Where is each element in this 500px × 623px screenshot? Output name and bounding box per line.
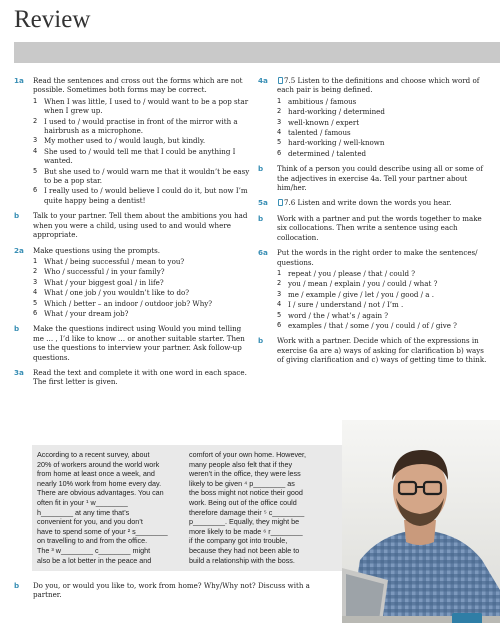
text-line: h________ at any time that’s (37, 507, 130, 517)
text-line: on travelling to and from the office. (37, 536, 148, 546)
text-line: more likely to be made ⁶ r________ (189, 526, 303, 536)
exercise-label: 5a (258, 198, 268, 208)
exercise-instruction: Put the words in the right order to make the sentences/ questions. (277, 248, 478, 267)
text-line: therefore damage their ⁵ c________ (189, 507, 305, 517)
list-item: 2 Who / successful / in your family? (33, 267, 165, 277)
exercise-label: 3a (14, 367, 24, 377)
text-line: often fit in your ¹ w________ (37, 497, 128, 507)
text-line: The ³ w________ c________ might (37, 545, 151, 555)
list-item: 6 What / your dream job? (33, 308, 129, 318)
title-band (14, 42, 500, 63)
exercise-label: 1a (14, 76, 24, 85)
list-item: 1 When I was little, I used to / would want to be a pop star when I grew up. (33, 96, 249, 116)
exercise-label: b (14, 581, 20, 590)
exercise-text: Work with a partner and put the words together to make six collocations. Then write a sentence using each collocation. (277, 213, 482, 242)
list-item: 4 What / one job / you wouldn’t like to do? (33, 288, 190, 298)
list-item: 3 My mother used to / would laugh, but kindly. (33, 136, 206, 146)
exercise-instruction: 7.5 Listen to the definitions and choose which word of each pair is being defined. (277, 76, 480, 95)
exercise-label: 2a (14, 245, 24, 255)
exercise-text: Think of a person you could describe using all or some of the adjectives in exercise 4a. Tell your partner about him/her. (277, 164, 483, 193)
list-item: 5 But she used to / would warn me that it wouldn’t be easy to be a pop star. (33, 166, 250, 186)
prompt-list (33, 257, 250, 318)
word-order-list (277, 269, 488, 330)
list-item: 4 talented / famous (277, 128, 351, 138)
text-line: comfort of your own home. However, (189, 450, 307, 459)
exercise-text: Read the text and complete it with one word in each space. The first letter is given. (33, 367, 247, 387)
text-line: likely to be given ⁴ p________ as (189, 478, 295, 488)
exercise-5a (258, 198, 488, 207)
page-title: Review (14, 6, 91, 33)
exercise-text: 7.6 Listen and write down the words you hear. (277, 198, 488, 207)
exercise-2b (14, 324, 250, 362)
list-item: 1 ambitious / famous (277, 96, 357, 106)
list-item: 6 I really used to / would believe I could do it, but now I’m quite happy being a dentist! (33, 186, 248, 205)
text-line: many people also felt that if they (189, 459, 293, 469)
exercise-3a (14, 368, 250, 387)
page-number-tab (452, 613, 482, 623)
list-item: 3 me / example / give / let / you / good / a . (277, 289, 435, 299)
exercise-3b (14, 581, 314, 600)
exercise-instruction: Read the sentences and cross out the forms which are not possible. Sometimes both forms may be correct. (33, 76, 243, 95)
exercise-5b (258, 214, 488, 242)
text-line: from home at least once a week, and (37, 469, 155, 479)
exercise-4b (258, 164, 488, 192)
exercise-label: b (258, 213, 264, 223)
audio-track-icon (278, 199, 283, 206)
list-item: 3 well-known / expert (277, 117, 360, 127)
text-line: convenient for you, and you don’t (37, 517, 143, 527)
exercise-4a (258, 76, 488, 158)
list-item: 5 Which / better – an indoor / outdoor job? Why? (33, 298, 213, 308)
list-item: 4 She used to / would tell me that I could be anything I wanted. (33, 146, 236, 166)
photo-illustration (342, 420, 500, 623)
exercise-label: 4a (258, 76, 268, 85)
word-pair-list (277, 97, 488, 158)
exercise-label: 6a (258, 248, 268, 258)
exercise-text: Work with a partner. Decide which of the expressions in exercise 6a are a) ways of asking for clarification b) ways of giving clarification and c) ways of getting time to think. (277, 336, 487, 365)
exercise-text: Make the questions indirect using Would you mind telling me … , I’d like to know … or another suitable starter. Then use the questions to interview your partner. Ask follow-up questions. (33, 324, 245, 362)
exercise-6b (258, 336, 488, 364)
exercise-label: b (258, 336, 264, 346)
list-item: 2 hard-working / determined (277, 107, 385, 117)
text-line: work. Being out of the office could (189, 497, 297, 507)
exercise-label: b (258, 164, 264, 174)
man-with-laptop-photo (342, 420, 500, 623)
audio-track-icon (278, 77, 283, 84)
left-column (14, 76, 250, 393)
text-line: There are obvious advantages. You can (37, 488, 164, 498)
text-line: nearly 10% work from home every day. (37, 478, 162, 488)
list-item: 2 I used to / would practise in front of the mirror with a hairbrush as a microphone. (33, 116, 238, 136)
text-line: have to spend some of your ² s________ (37, 526, 168, 536)
list-item: 1 repeat / you / please / that / could ? (277, 268, 416, 278)
exercise-1a (14, 76, 250, 205)
text-line: build a relationship with the boss. (189, 555, 295, 565)
sentence-list (33, 97, 250, 205)
exercise-text: Talk to your partner. Tell them about the ambitions you had when you were a child, using used to and would where appropriate. (33, 211, 248, 240)
text-line: p________. Equally, they might be (189, 517, 300, 527)
list-item: 6 determined / talented (277, 148, 367, 158)
text-line: weren’t in the office, they were less (189, 469, 301, 479)
exercise-label: b (14, 324, 20, 334)
exercise-label: b (14, 211, 20, 221)
exercise-text: Do you, or would you like to, work from home? Why/Why not? Discuss with a partner. (33, 581, 310, 600)
list-item: 1 What / being successful / mean to you? (33, 256, 185, 266)
text-line: because they had not been able to (189, 545, 300, 555)
text-line: also be a lot better in the peace and (37, 555, 152, 565)
list-item: 4 I / sure / understand / not / I’m . (277, 300, 404, 310)
exercise-1b (14, 211, 250, 239)
reading-column-2 (189, 450, 331, 565)
text-line: According to a recent survey, about (37, 450, 150, 459)
list-item: 3 What / your biggest goal / in life? (33, 277, 164, 287)
list-item: 2 you / mean / explain / you / could / what ? (277, 279, 438, 289)
right-column (258, 76, 488, 371)
list-item: 5 hard-working / well-known (277, 138, 385, 148)
exercise-2a (14, 246, 250, 319)
text-line: the boss might not notice their good (189, 488, 303, 498)
exercise-instruction: Make questions using the prompts. (33, 245, 160, 255)
text-line: 20% of workers around the world work (37, 459, 160, 469)
exercise-6a (258, 248, 488, 330)
list-item: 5 word / the / what’s / again ? (277, 310, 389, 320)
list-item: 6 examples / that / some / you / could / of / give ? (277, 320, 457, 330)
text-line: if the company got into trouble, (189, 536, 288, 546)
reading-column-1 (37, 450, 185, 565)
